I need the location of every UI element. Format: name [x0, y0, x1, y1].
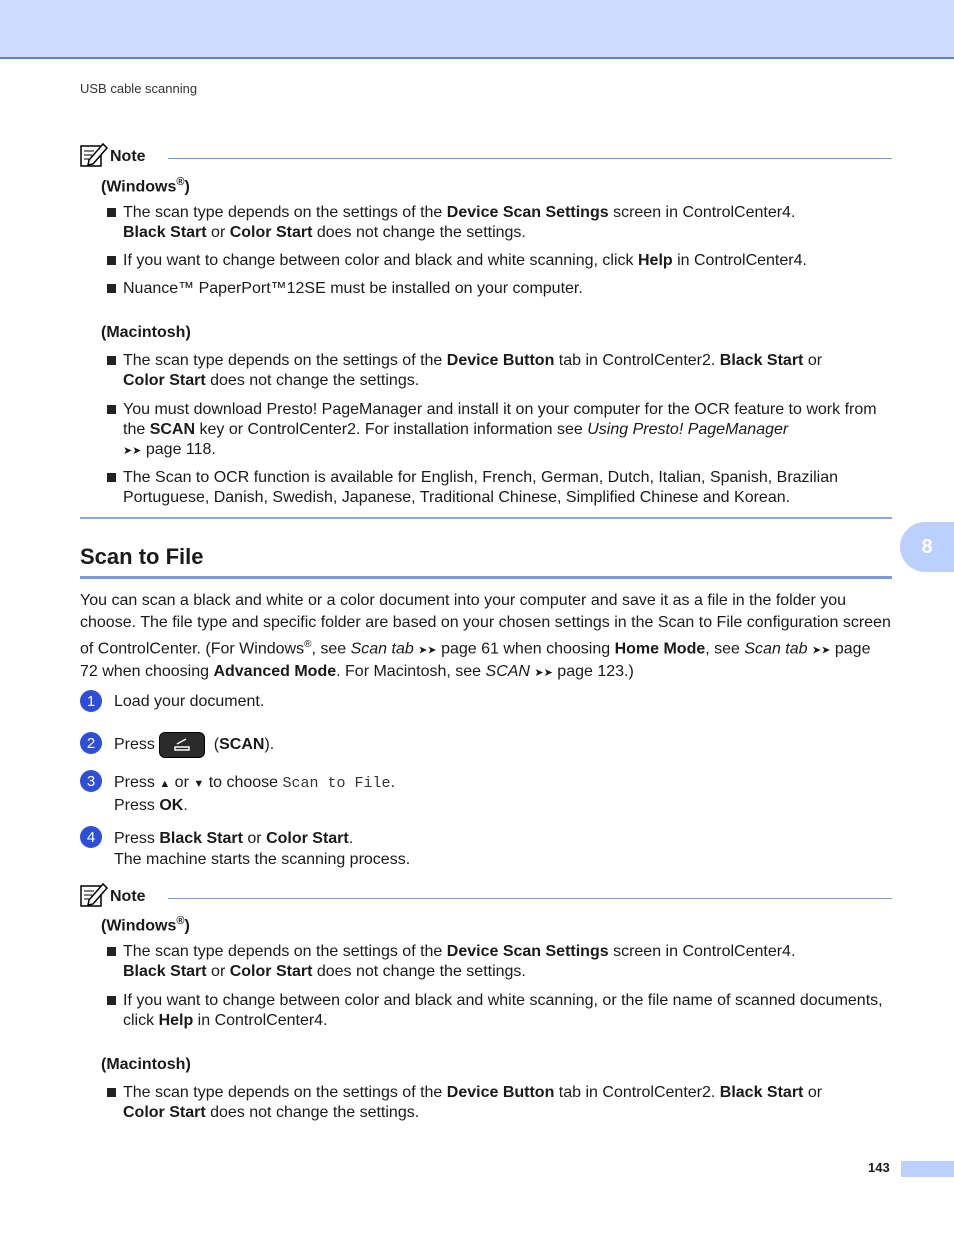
- scan-key-button: [159, 732, 205, 758]
- list-item: Nuance™ PaperPort™12SE must be installed on your computer.: [123, 279, 893, 299]
- header-band: [0, 0, 954, 59]
- step-number: 3: [80, 770, 102, 792]
- footer-band: [901, 1161, 954, 1177]
- double-arrow-icon: ➤➤: [123, 445, 142, 457]
- note-pencil-icon: [80, 142, 108, 168]
- section-title: Scan to File: [80, 544, 204, 569]
- double-arrow-icon: ➤➤: [811, 644, 831, 657]
- list-item: If you want to change between color and black and white scanning, or the file name of scanned documents, click Help in ControlCenter4.: [123, 991, 893, 1031]
- step-text: Press (SCAN).: [114, 732, 874, 758]
- link-presto[interactable]: Using Presto! PageManager: [587, 421, 789, 438]
- step-number: 4: [80, 826, 102, 848]
- section-rule: [80, 576, 892, 579]
- note-rule: [168, 158, 892, 159]
- step-text: Press Black Start or Color Start. The machine starts the scanning process.: [114, 830, 411, 868]
- note-end-divider: [80, 517, 892, 519]
- step-text: Load your document.: [114, 693, 265, 710]
- step-number: 1: [80, 690, 102, 712]
- note-pencil-icon: [80, 882, 108, 908]
- step-text: Press ▲ or ▼ to choose Scan to File. Press OK.: [114, 774, 396, 814]
- macintosh-heading: (Macintosh): [101, 324, 191, 341]
- page-number: 143: [868, 1160, 890, 1175]
- note-rule: [168, 898, 892, 899]
- list-item: The scan type depends on the settings of the Device Scan Settings screen in ControlCenter4. Black Start or Color Start does not change the settings.: [123, 942, 893, 982]
- down-arrow-icon: ▼: [193, 778, 205, 790]
- note-label: Note: [110, 148, 146, 165]
- link-scan-tab-advanced[interactable]: Scan tab: [744, 640, 808, 658]
- up-arrow-icon: ▲: [159, 778, 171, 790]
- list-item: You must download Presto! PageManager and install it on your computer for the OCR feature to work from the SCAN key or ControlCenter2. For installation information see Using Presto! PageManager ➤➤ page 118.: [123, 400, 893, 461]
- step-number: 2: [80, 732, 102, 754]
- list-item: The scan type depends on the settings of the Device Button tab in ControlCenter2. Black Start or Color Start does not change the settings.: [123, 1083, 893, 1123]
- list-item: If you want to change between color and black and white scanning, click Help in ControlCenter4.: [123, 251, 893, 271]
- double-arrow-icon: ➤➤: [534, 667, 553, 680]
- link-scan-tab[interactable]: Scan tab: [350, 640, 414, 658]
- list-item: The scan type depends on the settings of the Device Scan Settings screen in ControlCenter4. Black Start or Color Start does not change the settings.: [123, 203, 893, 243]
- list-item: The Scan to OCR function is available for English, French, German, Dutch, Italian, Spanish, Brazilian Portuguese, Danish, Swedish, Japanese, Traditional Chinese, Simplified Chinese and Korean.: [123, 468, 893, 508]
- windows-heading: (Windows®): [101, 176, 190, 196]
- double-arrow-icon: ➤➤: [418, 644, 437, 657]
- running-title: USB cable scanning: [80, 81, 198, 96]
- list-item: The scan type depends on the settings of the Device Button tab in ControlCenter2. Black Start or Color Start does not change the settings.: [123, 351, 893, 391]
- note-label: Note: [110, 888, 146, 905]
- chapter-tab: 8: [900, 522, 954, 572]
- note-header: [80, 142, 892, 172]
- scanner-icon: [173, 738, 191, 752]
- intro-paragraph: You can scan a black and white or a color document into your computer and save it as a file in the folder you choose. The file type and specific folder are based on your chosen settings in the Scan to File configuration screen of ControlCenter. (For Windows®, see Scan tab ➤➤ page 61 when choosing Home Mode, see Scan tab ➤➤ page 72 when choosing Advanced Mode. For Macintosh, see SCAN ➤➤ page 123.): [80, 592, 891, 681]
- link-scan-mac[interactable]: SCAN: [485, 663, 530, 681]
- windows-heading: (Windows®): [101, 915, 190, 935]
- macintosh-heading: (Macintosh): [101, 1056, 191, 1073]
- note-header: [80, 882, 892, 912]
